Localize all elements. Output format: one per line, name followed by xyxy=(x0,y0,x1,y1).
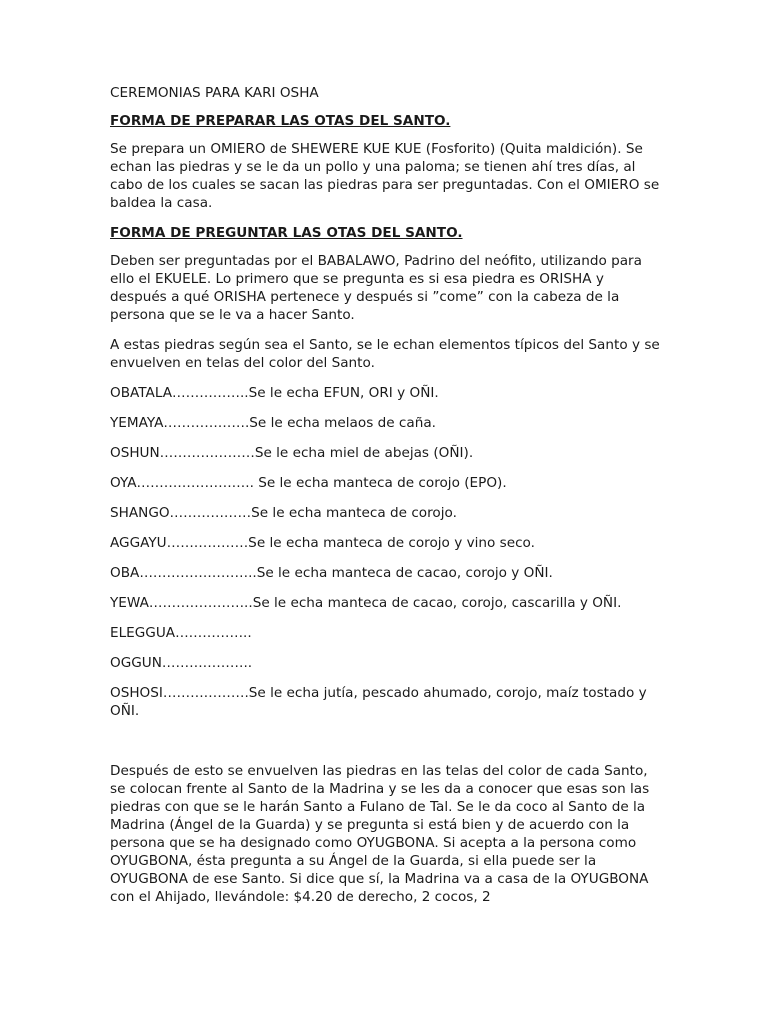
section-heading-preparar: FORMA DE PREPARAR LAS OTAS DEL SANTO. xyxy=(110,113,451,129)
list-item-oshosi: OSHOSI……………….Se le echa jutía, pescado ahumado, corojo, maíz tostado y OÑI. xyxy=(110,685,647,719)
list-item-oba: OBA……………………..Se le echa manteca de cacao, corojo y OÑI. xyxy=(110,565,553,581)
list-item-shango: SHANGO………………Se le echa manteca de corojo. xyxy=(110,505,457,521)
list-item-obatala: OBATALA……………..Se le echa EFUN, ORI y OÑI. xyxy=(110,385,439,401)
paragraph-preguntar-2: A estas piedras según sea el Santo, se le echan elementos típicos del Santo y se envuelven en telas del color del Santo. xyxy=(110,337,660,371)
orisha-list xyxy=(110,384,662,720)
paragraph-preguntar-1: Deben ser preguntadas por el BABALAWO, Padrino del neófito, utilizando para ello el EKUELE. Lo primero que se pregunta es si esa piedra es ORISHA y después a qué ORISHA pertenece y después si ”come” con la cabeza de la persona que se le va a hacer Santo. xyxy=(110,253,642,323)
list-item-eleggua: ELEGGUA…………….. xyxy=(110,625,252,641)
list-item-oya: OYA…………………….. Se le echa manteca de corojo (EPO). xyxy=(110,475,507,491)
document-title: CEREMONIAS PARA KARI OSHA xyxy=(110,85,319,101)
list-item-oshun: OSHUN…………………Se le echa miel de abejas (OÑI). xyxy=(110,445,474,461)
list-item-oggun: OGGUN……………….. xyxy=(110,655,253,671)
paragraph-closing: Después de esto se envuelven las piedras en las telas del color de cada Santo, se colocan frente al Santo de la Madrina y se les da a conocer que esas son las piedras con que se le harán Santo a Fulano de Tal. Se le da coco al Santo de la Madrina (Ángel de la Guarda) y se pregunta si está bien y de acuerdo con la persona que se ha designado como OYUGBONA. Si acepta a la persona como OYUGBONA, ésta pregunta a su Ángel de la Guarda, si ella puede ser la OYUGBONA de ese Santo. Si dice que sí, la Madrina va a casa de la OYUGBONA con el Ahijado, llevándole: $4.20 de derecho, 2 cocos, 2 xyxy=(110,763,650,905)
spacer xyxy=(110,732,662,762)
section-heading-preguntar: FORMA DE PREGUNTAR LAS OTAS DEL SANTO. xyxy=(110,225,463,241)
list-item-yemaya: YEMAYA……………….Se le echa melaos de caña. xyxy=(110,415,436,431)
document-page xyxy=(110,84,662,918)
paragraph-preparar: Se prepara un OMIERO de SHEWERE KUE KUE (Fosforito) (Quita maldición). Se echan las piedras y se le da un pollo y una paloma; se tienen ahí tres días, al cabo de los cuales se sacan las piedras para ser preguntadas. Con el OMIERO se baldea la casa. xyxy=(110,141,660,211)
list-item-yewa: YEWA…………………..Se le echa manteca de cacao, corojo, cascarilla y OÑI. xyxy=(110,595,622,611)
list-item-aggayu: AGGAYU………………Se le echa manteca de corojo y vino seco. xyxy=(110,535,535,551)
